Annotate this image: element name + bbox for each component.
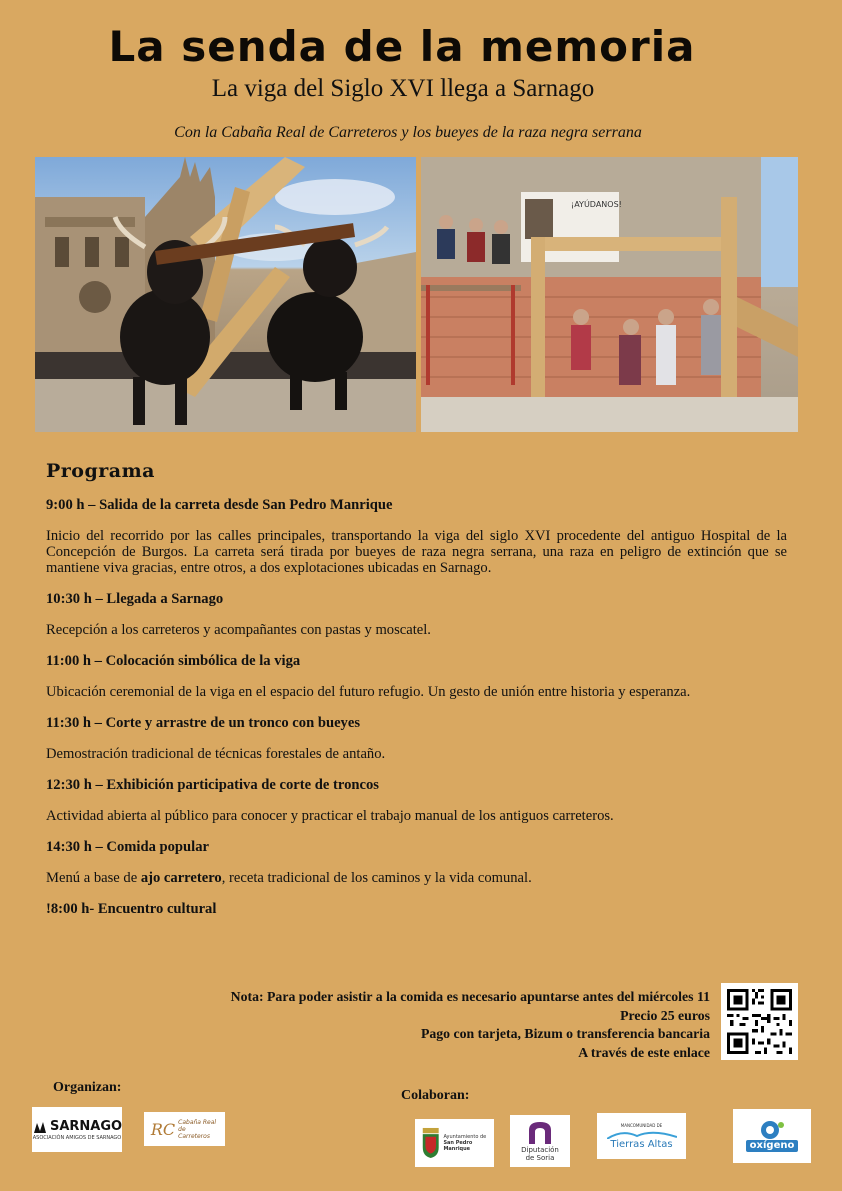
event-description: Recepción a los carreteros y acompañantes con pastas y moscatel. [46,622,431,638]
qr-code[interactable] [721,983,798,1060]
sarnago-logo [32,1107,122,1152]
description-text: Menú a base de [46,870,141,886]
page-tagline: Con la Cabaña Real de Carreteros y los bueyes de la raza negra serrana [174,124,642,141]
program-heading: Programa [46,460,155,482]
event-time: 12:30 h – Exhibición participativa de corte de troncos [46,777,379,793]
event-time: 9:00 h – Salida de la carreta desde San Pedro Manrique [46,497,393,513]
sarnago-emblem-icon [32,1119,48,1135]
event-description: Ubicación ceremonial de la viga en el espacio del futuro refugio. Un gesto de unión entre historia y esperanza. [46,684,691,700]
note-line: Pago con tarjeta, Bizum o transferencia bancaria [420,1026,710,1041]
event-description [46,870,787,886]
registration-note [60,988,710,1062]
banner-text: ¡AYÚDANOS! [571,200,622,209]
event-description: Actividad abierta al público para conocer y practicar el trabajo manual de los antiguos carreteros. [46,808,614,824]
cabana-real-logo [144,1112,225,1146]
organizan-label: Organizan: [53,1080,122,1095]
event-description: Demostración tradicional de técnicas forestales de antaño. [46,746,386,762]
coat-of-arms-icon [421,1126,440,1160]
photo-frame-construction [421,157,798,432]
tierras-top-text: MANCOMUNIDAD DE [620,1122,663,1128]
description-text: , receta tradicional de los caminos y la vida comunal. [221,870,532,886]
diputacion-logo [510,1115,570,1167]
colaboran-label: Colaboran: [401,1088,470,1103]
ayto-text-line2: San Pedro Manrique [443,1140,473,1152]
event-time: 14:30 h – Comida popular [46,839,209,855]
tierras-altas-logo [597,1113,686,1159]
mountains-icon [607,1129,677,1139]
tierras-text: Tierras Altas [610,1138,673,1150]
note-line: A través de este enlace [578,1044,710,1060]
cabana-monogram-icon: RC [150,1119,176,1139]
cabana-logo-text: Cabaña Real de Carreteros [178,1118,217,1140]
event-description: Inicio del recorrido por las calles principales, transportando la viga del siglo XVI procedente del antiguo Hospital de la Concepción de Burgos. La carreta será tirada por bueyes de raza negra serrana, una raza en peligro de extinción que se mantiene viva gracias, entre otros, a dos explotaciones ubicadas en Sarnago. [46,528,787,576]
event-time: 10:30 h – Llegada a Sarnago [46,591,224,607]
photo-oxen-cart [35,157,416,432]
note-line: Nota: Para poder asistir a la comida es necesario apuntarse antes del miércoles 11 [230,989,710,1004]
program-list [46,497,787,932]
diputacion-emblem-icon [525,1120,555,1146]
oxigeno-logo [733,1109,811,1163]
oxigeno-text: oxígeno [746,1140,799,1152]
note-line: Precio 25 euros [620,1007,710,1023]
ayuntamiento-logo [415,1119,494,1167]
event-time: 11:00 h – Colocación simbólica de la viga [46,653,301,669]
event-time: 11:30 h – Corte y arrastre de un tronco con bueyes [46,715,361,731]
event-time-final: !8:00 h- Encuentro cultural [46,901,217,917]
page-title: La senda de la memoria [108,22,696,71]
page-subtitle: La viga del Siglo XVI llega a Sarnago [211,75,595,102]
sarnago-logo-text: SARNAGO [49,1119,123,1134]
dipu-text-line1: Diputación [521,1146,559,1154]
dipu-text-line2: de Soria [525,1154,555,1162]
description-bold: ajo carretero [140,870,222,886]
oxigeno-o2-icon [759,1120,785,1140]
ayto-text-line1: Ayuntamiento de [443,1134,487,1140]
sarnago-logo-subtext: ASOCIACIÓN AMIGOS DE SARNAGO [32,1134,122,1141]
